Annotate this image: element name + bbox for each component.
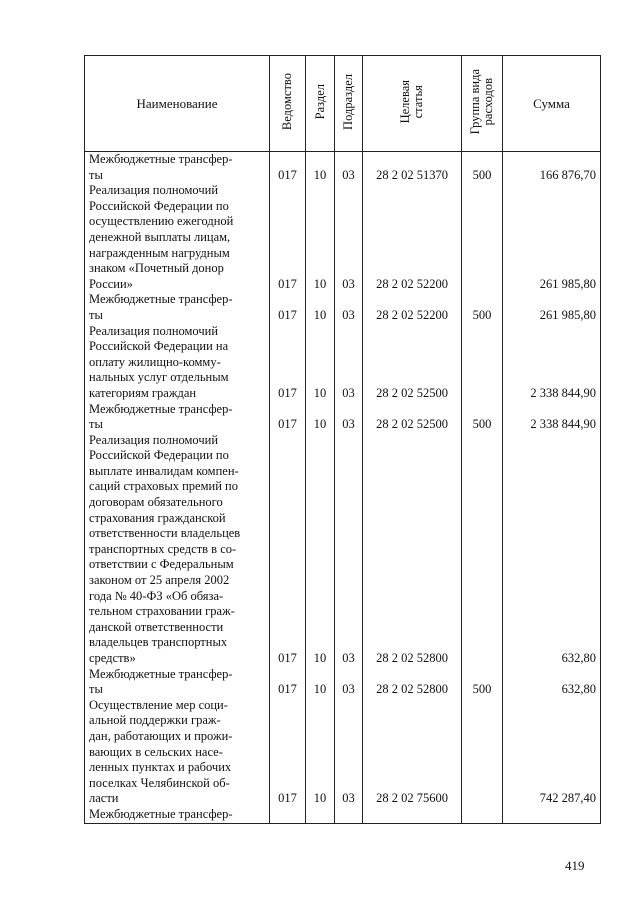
budget-table (84, 55, 601, 824)
cell-stat: 28 2 02 52500 (363, 324, 462, 402)
header-razdel (306, 56, 335, 152)
cell-grp (462, 807, 503, 823)
cell-razd: 10 (306, 667, 335, 698)
cell-razd: 10 (306, 292, 335, 323)
cell-stat: 28 2 02 52200 (363, 183, 462, 292)
cell-podr: 03 (335, 183, 363, 292)
cell-podr: 03 (335, 152, 363, 184)
table-row (85, 807, 601, 823)
cell-sum: 261 985,80 (503, 183, 601, 292)
cell-podr: 03 (335, 292, 363, 323)
page-number: 419 (565, 858, 585, 873)
cell-stat: 28 2 02 52500 (363, 402, 462, 433)
header-gruppa (462, 56, 503, 152)
cell-podr: 03 (335, 698, 363, 807)
table-row (85, 667, 601, 698)
cell-ved: 017 (270, 152, 306, 184)
cell-sum: 2 338 844,90 (503, 324, 601, 402)
cell-name: Межбюджетные трансфер- (85, 807, 270, 823)
cell-grp: 500 (462, 667, 503, 698)
cell-ved: 017 (270, 698, 306, 807)
header-vedomstvo-label: Ведомство (280, 72, 294, 131)
table-row (85, 698, 601, 807)
cell-name: Реализация полномочий Российской Федерации по осуществлению ежегодной денежной выплаты лицам, награжденным нагрудным знаком «Почетный донор России» (85, 183, 270, 292)
cell-ved: 017 (270, 433, 306, 667)
table-header-row (85, 56, 601, 152)
cell-sum: 261 985,80 (503, 292, 601, 323)
cell-name: Межбюджетные трансфер- ты (85, 402, 270, 433)
cell-podr: 03 (335, 402, 363, 433)
header-statya-label: Целевая статья (398, 79, 425, 124)
cell-ved: 017 (270, 292, 306, 323)
table-row (85, 433, 601, 667)
cell-ved (270, 807, 306, 823)
cell-name: Осуществление мер соци- альной поддержки граж- дан, работающих и прожи- вающих в сельских насе- ленных пунктах и рабочих поселках Челябинской об- ласти (85, 698, 270, 807)
header-name: Наименование (85, 56, 270, 152)
cell-podr: 03 (335, 433, 363, 667)
cell-name: Межбюджетные трансфер- ты (85, 667, 270, 698)
cell-podr (335, 807, 363, 823)
cell-grp (462, 433, 503, 667)
header-razdel-label: Раздел (312, 83, 327, 120)
cell-sum: 742 287,40 (503, 698, 601, 807)
cell-razd: 10 (306, 402, 335, 433)
cell-stat: 28 2 02 52800 (363, 433, 462, 667)
header-podrazdel (335, 56, 363, 152)
cell-razd: 10 (306, 324, 335, 402)
table-row (85, 183, 601, 292)
cell-razd: 10 (306, 183, 335, 292)
header-statya (363, 56, 462, 152)
header-gruppa-label: Группа вида расходов (468, 68, 495, 135)
cell-razd (306, 807, 335, 823)
cell-sum: 2 338 844,90 (503, 402, 601, 433)
cell-stat: 28 2 02 75600 (363, 698, 462, 807)
cell-name: Реализация полномочий Российской Федерации на оплату жилищно-комму- нальных услуг отдельным категориям граждан (85, 324, 270, 402)
cell-stat: 28 2 02 51370 (363, 152, 462, 184)
cell-podr: 03 (335, 324, 363, 402)
cell-name: Межбюджетные трансфер- ты (85, 152, 270, 184)
table-row (85, 324, 601, 402)
cell-stat (363, 807, 462, 823)
table-row (85, 152, 601, 184)
cell-grp (462, 324, 503, 402)
cell-stat: 28 2 02 52200 (363, 292, 462, 323)
cell-ved: 017 (270, 402, 306, 433)
cell-podr: 03 (335, 667, 363, 698)
cell-ved: 017 (270, 183, 306, 292)
cell-sum: 632,80 (503, 667, 601, 698)
cell-grp (462, 698, 503, 807)
cell-sum: 632,80 (503, 433, 601, 667)
table-row (85, 402, 601, 433)
header-vedomstvo (270, 56, 306, 152)
header-summa: Сумма (503, 56, 601, 152)
cell-sum: 166 876,70 (503, 152, 601, 184)
cell-grp: 500 (462, 402, 503, 433)
cell-stat: 28 2 02 52800 (363, 667, 462, 698)
table-row (85, 292, 601, 323)
cell-razd: 10 (306, 152, 335, 184)
cell-sum (503, 807, 601, 823)
cell-name: Реализация полномочий Российской Федерации по выплате инвалидам компен- саций страховых премий по договорам обязательного страхования гражданской ответственности владельцев транспортных средств в со- ответствии с Федеральным законом от 25 апреля 2002 года № 40-ФЗ «Об обяза- тельном страховании граж- данской ответственности владельцев транспортных средств» (85, 433, 270, 667)
cell-grp: 500 (462, 152, 503, 184)
header-podrazdel-label: Подраздел (341, 73, 355, 130)
cell-grp: 500 (462, 292, 503, 323)
cell-grp (462, 183, 503, 292)
cell-ved: 017 (270, 667, 306, 698)
cell-ved: 017 (270, 324, 306, 402)
cell-name: Межбюджетные трансфер- ты (85, 292, 270, 323)
cell-razd: 10 (306, 698, 335, 807)
cell-razd: 10 (306, 433, 335, 667)
